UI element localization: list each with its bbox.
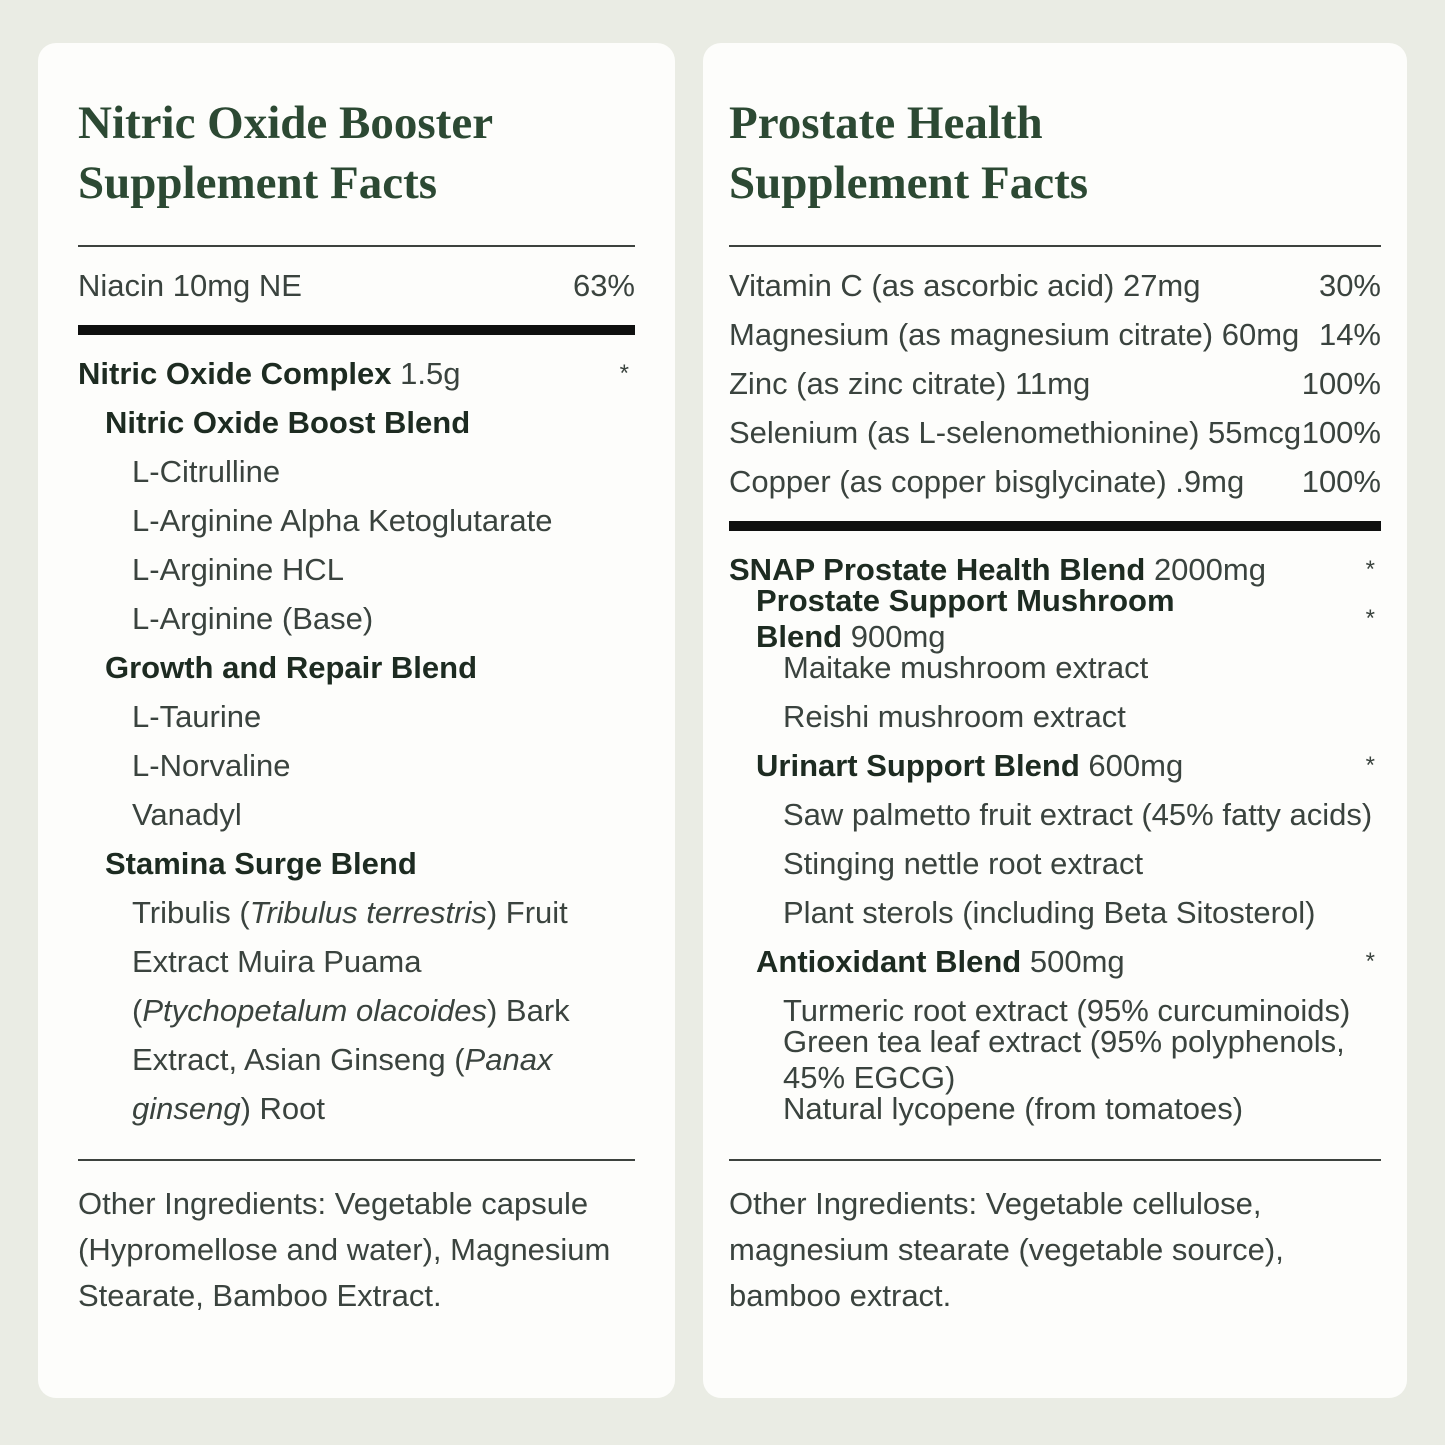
- ingredient-text: Stinging nettle root extract: [783, 845, 1144, 881]
- blend-rows: [78, 349, 635, 1133]
- nutrient-label: Selenium (as L-selenomethionine) 55mcg: [729, 414, 1302, 450]
- ingredient-text: Reishi mushroom extract: [783, 698, 1126, 734]
- blend-heading: [105, 650, 477, 686]
- daily-value-asterisk: *: [1365, 947, 1375, 975]
- blend-heading-row: [78, 349, 635, 398]
- divider-thin: [78, 1159, 635, 1161]
- panel-title-line-2: Supplement Facts: [78, 157, 438, 209]
- nutrient-row: [729, 457, 1381, 506]
- ingredient-text: Vanadyl: [132, 796, 242, 832]
- ingredient-text: [132, 888, 602, 1133]
- blend-name: Antioxidant Blend: [756, 943, 1022, 979]
- ingredient-row: [78, 545, 635, 594]
- blend-name: Growth and Repair Blend: [105, 649, 478, 685]
- botanical-name: Panax ginseng: [132, 1042, 553, 1126]
- nutrient-daily-value: 63%: [572, 267, 635, 303]
- blend-amount: 600mg: [1088, 747, 1184, 783]
- blend-heading-row: [729, 741, 1381, 790]
- blend-rows: [729, 545, 1381, 1133]
- divider-thick: [78, 325, 635, 335]
- ingredient-row: [729, 790, 1381, 839]
- ingredient-text: L-Citrulline: [132, 453, 281, 489]
- nutrient-label: Copper (as copper bisglycinate) .9mg: [729, 463, 1245, 499]
- blend-name: Nitric Oxide Boost Blend: [105, 404, 471, 440]
- ingredient-text: L-Arginine Alpha Ketoglutarate: [132, 502, 553, 538]
- ingredient-text: L-Taurine: [132, 698, 262, 734]
- other-ingredients-text: Other Ingredients: Vegetable cellulose, magnesium stearate (vegetable source), bamboo extract.: [729, 1186, 1284, 1313]
- ingredient-row: [78, 447, 635, 496]
- nutrient-rows: [729, 247, 1381, 521]
- ingredient-text-segment: Tribulis (: [132, 895, 250, 930]
- prostate-health-supplement-panel: [703, 43, 1407, 1398]
- blend-heading: [756, 583, 1366, 655]
- nutrient-label: Zinc (as zinc citrate) 11mg: [729, 365, 1091, 401]
- blend-heading-row: [729, 937, 1381, 986]
- blend-heading: [105, 405, 470, 441]
- botanical-name: Ptychopetalum olacoides: [142, 993, 487, 1028]
- blend-amount: 2000mg: [1153, 551, 1266, 587]
- panel-title: [78, 93, 635, 213]
- blend-heading: [78, 356, 461, 392]
- nutrient-row: [729, 359, 1381, 408]
- ingredient-row: [729, 888, 1381, 937]
- ingredient-row: [78, 790, 635, 839]
- other-ingredients-text: Other Ingredients: Vegetable capsule (Hypromellose and water), Magnesium Stearate, Bamboo Extract.: [78, 1186, 611, 1313]
- blend-heading: [756, 944, 1125, 980]
- blend-amount: 900mg: [850, 618, 946, 654]
- nutrient-rows: [78, 247, 635, 325]
- blend-name: Nitric Oxide Complex: [78, 355, 392, 391]
- ingredient-text: L-Norvaline: [132, 747, 291, 783]
- ingredient-text-segment: ) Bark Extract, Asian Ginseng (: [132, 993, 570, 1077]
- ingredient-row: [729, 839, 1381, 888]
- ingredient-paragraph-row: [78, 888, 635, 1133]
- ingredient-text: L-Arginine (Base): [132, 600, 374, 636]
- ingredient-row: [78, 496, 635, 545]
- daily-value-asterisk: *: [1365, 604, 1375, 632]
- panel-title-line-2: Supplement Facts: [729, 157, 1089, 209]
- ingredient-row: [729, 692, 1381, 741]
- blend-name: Stamina Surge Blend: [105, 845, 417, 881]
- panel-title: [729, 93, 1381, 213]
- blend-heading: [105, 846, 417, 882]
- blend-name: Prostate Support Mushroom Blend: [756, 582, 1175, 654]
- daily-value-asterisk: *: [1365, 555, 1375, 583]
- blend-heading: [756, 748, 1183, 784]
- ingredient-text: Turmeric root extract (95% curcuminoids): [783, 992, 1351, 1028]
- nitric-oxide-supplement-panel: [38, 43, 675, 1398]
- nutrient-daily-value: 30%: [1318, 267, 1381, 303]
- nutrient-daily-value: 14%: [1318, 316, 1381, 352]
- blend-heading-row: [729, 582, 1381, 654]
- blend-amount: 500mg: [1029, 943, 1125, 979]
- divider-thin: [729, 1159, 1381, 1161]
- blend-heading-row: [78, 643, 635, 692]
- blend-heading-row: [78, 398, 635, 447]
- blend-amount: 1.5g: [400, 355, 461, 391]
- nutrient-row: [729, 408, 1381, 457]
- nutrient-label: Niacin 10mg NE: [78, 267, 302, 303]
- ingredient-text-segment: ) Fruit Extract Muira Puama (: [132, 895, 568, 1028]
- ingredient-row: [729, 1023, 1381, 1095]
- ingredient-row: [78, 741, 635, 790]
- daily-value-asterisk: *: [619, 359, 629, 387]
- nutrient-daily-value: 100%: [1301, 365, 1381, 401]
- ingredient-text: Plant sterols (including Beta Sitosterol): [783, 894, 1316, 930]
- ingredient-row: [78, 692, 635, 741]
- nutrient-daily-value: 100%: [1301, 414, 1381, 450]
- ingredient-row: [78, 594, 635, 643]
- daily-value-asterisk: *: [1365, 751, 1375, 779]
- blend-name: SNAP Prostate Health Blend: [729, 551, 1146, 587]
- nutrient-row: [729, 310, 1381, 359]
- nutrient-row: [729, 261, 1381, 310]
- nutrient-label: Vitamin C (as ascorbic acid) 27mg: [729, 267, 1201, 303]
- divider-thick: [729, 521, 1381, 531]
- ingredient-text: Green tea leaf extract (95% polyphenols, 45% EGCG): [783, 1023, 1345, 1095]
- nutrient-daily-value: 100%: [1301, 463, 1381, 499]
- blend-name: Urinart Support Blend: [756, 747, 1080, 783]
- ingredient-text-segment: ) Root: [240, 1091, 326, 1126]
- panel-title-line-1: Prostate Health: [729, 97, 1043, 149]
- blend-heading-row: [78, 839, 635, 888]
- nutrient-row: [78, 261, 635, 310]
- ingredient-text: Natural lycopene (from tomatoes): [783, 1090, 1244, 1126]
- ingredient-text: L-Arginine HCL: [132, 551, 344, 587]
- ingredient-text: Saw palmetto fruit extract (45% fatty acids): [783, 796, 1373, 832]
- ingredient-text: Maitake mushroom extract: [783, 649, 1149, 685]
- nutrient-label: Magnesium (as magnesium citrate) 60mg: [729, 316, 1300, 352]
- botanical-name: Tribulus terrestris: [249, 895, 487, 930]
- panel-title-line-1: Nitric Oxide Booster: [78, 97, 494, 149]
